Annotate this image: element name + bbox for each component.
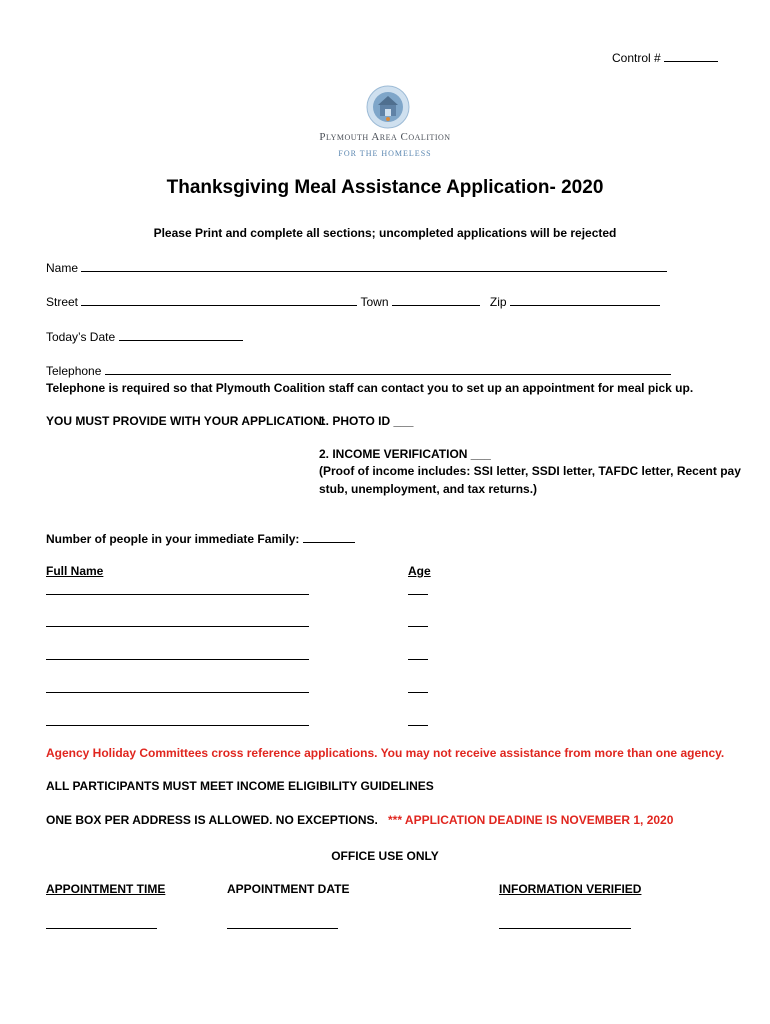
family-age-field[interactable] bbox=[408, 594, 428, 595]
appointment-date-field[interactable] bbox=[227, 928, 338, 929]
appointment-date-label: APPOINTMENT DATE bbox=[227, 882, 350, 896]
family-name-field[interactable] bbox=[46, 626, 309, 627]
street-label: Street bbox=[46, 295, 79, 309]
logo-line2-wrapper bbox=[0, 143, 770, 158]
requirement-income-verification: 2. INCOME VERIFICATION ___ bbox=[319, 447, 491, 461]
family-name-field[interactable] bbox=[46, 725, 309, 726]
date-row bbox=[46, 329, 243, 344]
todays-date-field[interactable] bbox=[119, 329, 243, 341]
todays-date-label: Today’s Date bbox=[46, 330, 116, 344]
control-number-field[interactable] bbox=[664, 50, 718, 62]
requirements-heading: YOU MUST PROVIDE WITH YOUR APPLICATION: bbox=[46, 414, 326, 428]
family-name-field[interactable] bbox=[46, 594, 309, 595]
age-header: Age bbox=[408, 564, 431, 578]
zip-label: Zip bbox=[489, 295, 507, 309]
zip-field[interactable] bbox=[510, 294, 660, 306]
logo-line1: Plymouth Area Coalition bbox=[319, 131, 451, 143]
information-verified-label: INFORMATION VERIFIED bbox=[499, 882, 642, 896]
family-count-field[interactable] bbox=[303, 531, 355, 543]
appointment-time-field[interactable] bbox=[46, 928, 157, 929]
telephone-note: Telephone is required so that Plymouth Coalition staff can contact you to set up an appointment for meal pick up. bbox=[46, 381, 694, 395]
family-age-field[interactable] bbox=[408, 659, 428, 660]
office-use-heading: OFFICE USE ONLY bbox=[331, 849, 439, 863]
telephone-label: Telephone bbox=[46, 364, 102, 378]
one-box-notice: ONE BOX PER ADDRESS IS ALLOWED. NO EXCEPTIONS. bbox=[46, 813, 378, 827]
family-count-row bbox=[46, 531, 355, 546]
family-age-field[interactable] bbox=[408, 626, 428, 627]
appointment-time-label: APPOINTMENT TIME bbox=[46, 882, 166, 896]
family-name-field[interactable] bbox=[46, 692, 309, 693]
page-title: Thanksgiving Meal Assistance Application- 2020 bbox=[166, 177, 604, 198]
income-proof-note-line1: (Proof of income includes: SSI letter, SSDI letter, TAFDC letter, Recent pay bbox=[319, 464, 741, 478]
address-row bbox=[46, 294, 660, 309]
eligibility-notice: ALL PARTICIPANTS MUST MEET INCOME ELIGIBILITY GUIDELINES bbox=[46, 779, 434, 793]
deadline-notice: *** APPLICATION DEADINE IS NOVEMBER 1, 2020 bbox=[388, 813, 674, 827]
requirement-photo-id: 1. PHOTO ID ___ bbox=[319, 414, 414, 428]
street-field[interactable] bbox=[81, 294, 357, 306]
control-number-label: Control # bbox=[612, 51, 661, 65]
full-name-header: Full Name bbox=[46, 564, 104, 578]
telephone-field[interactable] bbox=[105, 363, 671, 375]
coalition-logo-icon bbox=[366, 85, 410, 129]
telephone-row bbox=[46, 363, 671, 378]
information-verified-field[interactable] bbox=[499, 928, 631, 929]
family-age-field[interactable] bbox=[408, 725, 428, 726]
name-label: Name bbox=[46, 261, 79, 275]
town-label: Town bbox=[360, 295, 389, 309]
agency-notice: Agency Holiday Committees cross reference applications. You may not receive assistance from more than one agency. bbox=[46, 746, 725, 760]
instructions: Please Print and complete all sections; uncompleted applications will be rejected bbox=[153, 226, 617, 240]
family-name-field[interactable] bbox=[46, 659, 309, 660]
name-field[interactable] bbox=[81, 260, 667, 272]
name-field-row bbox=[46, 260, 667, 275]
logo-line2: FOR THE HOMELESS bbox=[338, 149, 432, 158]
family-count-label: Number of people in your immediate Family: bbox=[46, 532, 300, 546]
control-number bbox=[612, 50, 718, 65]
town-field[interactable] bbox=[392, 294, 480, 306]
family-age-field[interactable] bbox=[408, 692, 428, 693]
income-proof-note-line2: stub, unemployment, and tax returns.) bbox=[319, 482, 538, 496]
